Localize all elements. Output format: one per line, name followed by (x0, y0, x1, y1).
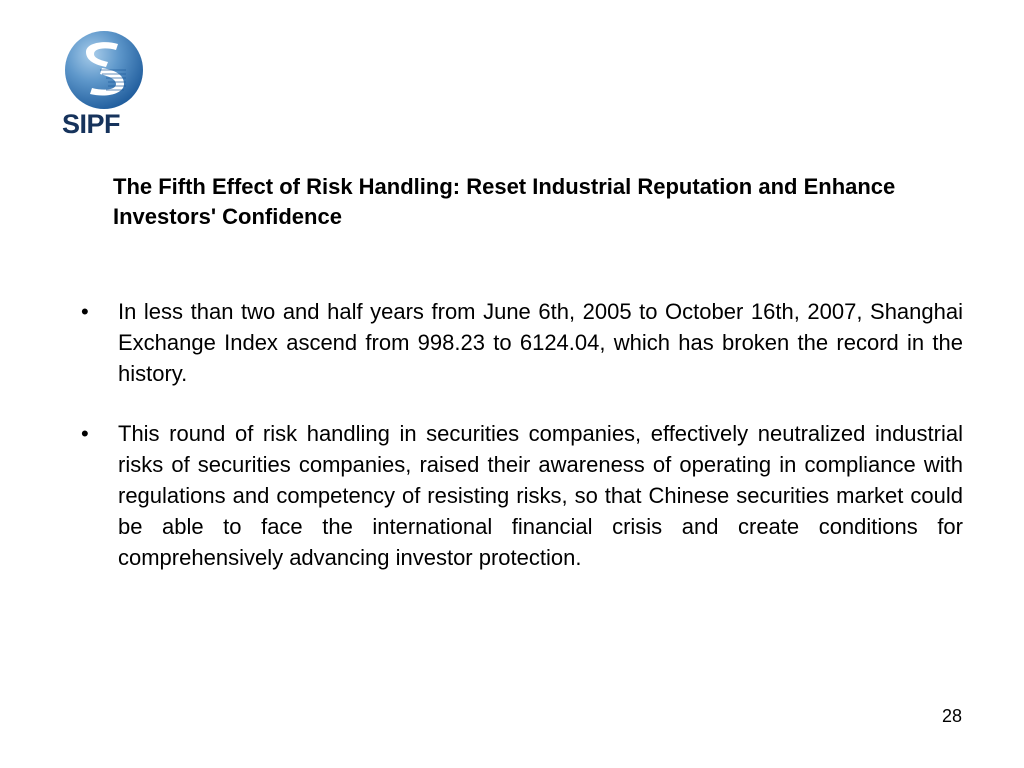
page-number: 28 (941, 706, 962, 726)
bullet-symbol: • (81, 421, 89, 446)
bullet-list (75, 296, 963, 602)
bullet-item (75, 296, 963, 389)
bullet-symbol: • (81, 299, 89, 324)
sipf-logo (62, 30, 148, 138)
bullet-text: This round of risk handling in securities companies, effectively neutralized industrial risks of securities companies, raised their awareness of operating in compliance with regulations and competency of resisting risks, so that Chinese securities market could be able to face the international financial crisis and create conditions for comprehensively advancing investor protection. (118, 421, 963, 570)
bullet-text: In less than two and half years from June 6th, 2005 to October 16th, 2007, Shanghai Exchange Index ascend from 998.23 to 6124.04, which has broken the record in the history. (118, 299, 963, 386)
slide-title: The Fifth Effect of Risk Handling: Reset Industrial Reputation and Enhance Investors' Confidence (113, 174, 896, 229)
sipf-globe-icon (62, 30, 148, 110)
logo-text: SIPF (62, 109, 121, 139)
bullet-item (75, 418, 963, 573)
